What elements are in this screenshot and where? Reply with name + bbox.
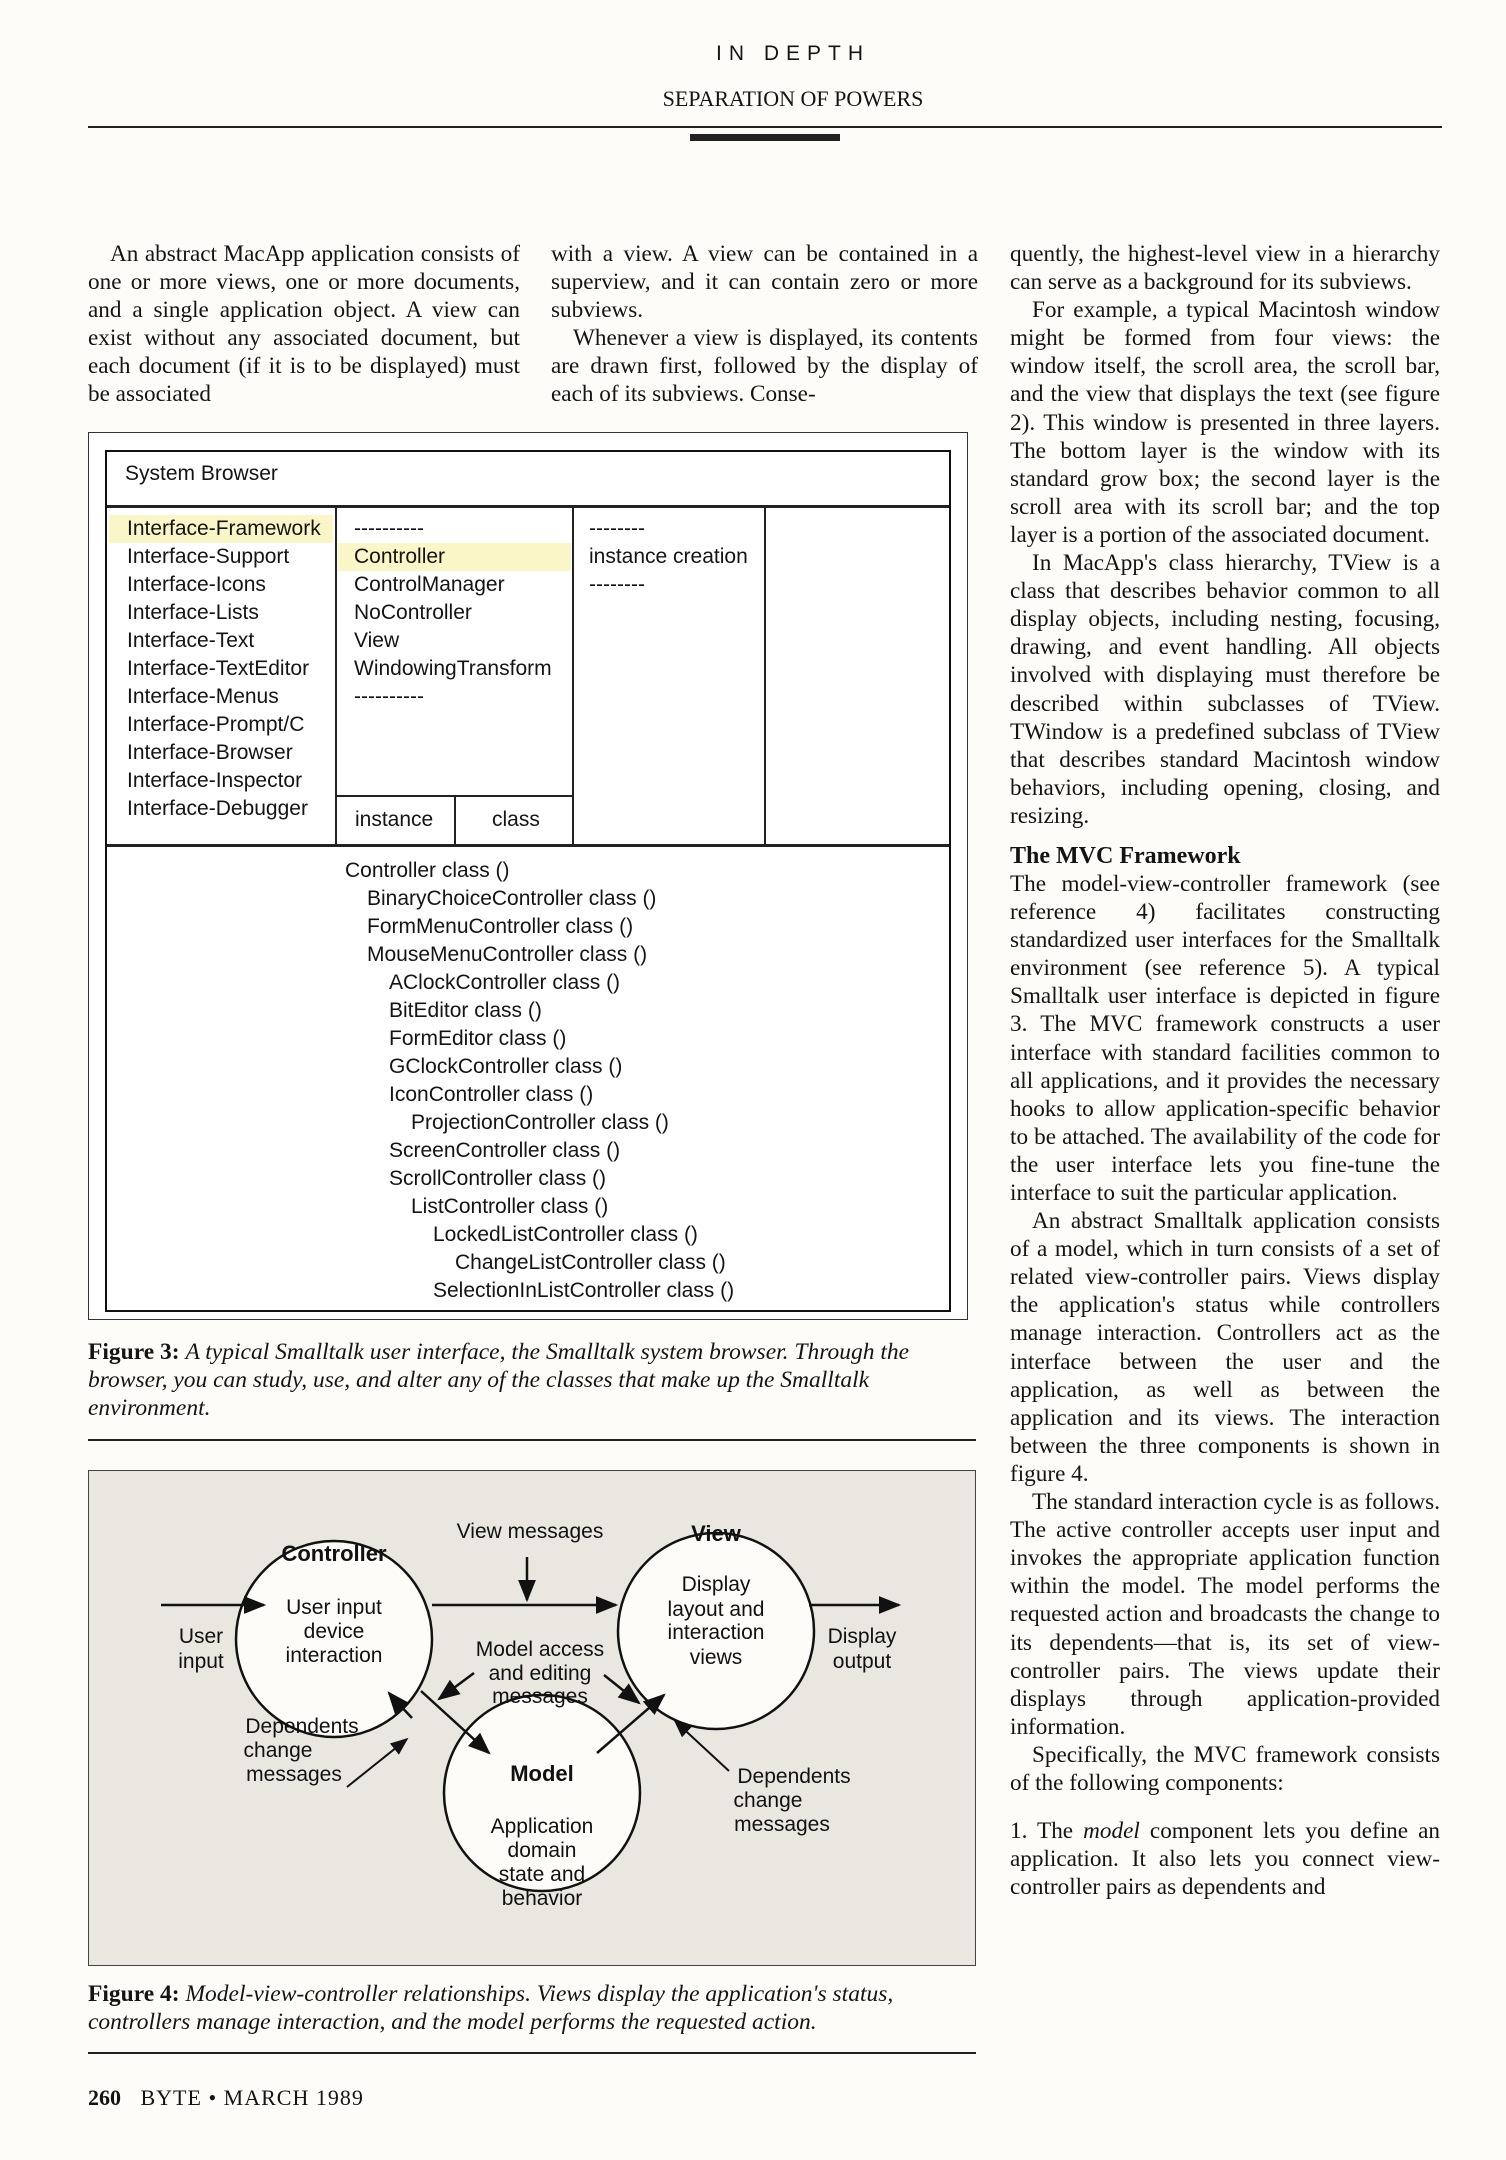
class-item[interactable]: ---------- [354, 685, 424, 708]
hierarchy-item[interactable]: ListController class () [411, 1195, 609, 1218]
protocol-item[interactable]: -------- [589, 517, 645, 540]
hierarchy-item[interactable]: IconController class () [389, 1083, 594, 1106]
paragraph: quently, the highest-level view in a hierarchy can serve as a background for its subviews. [1010, 241, 1440, 296]
toggle-divider [454, 795, 456, 845]
hierarchy-item[interactable]: FormEditor class () [389, 1027, 567, 1050]
controller-line: device [303, 1620, 365, 1643]
hierarchy-item[interactable]: GClockController class () [389, 1055, 623, 1078]
hierarchy-item[interactable]: MouseMenuController class () [367, 943, 648, 966]
model-line: Application [490, 1815, 594, 1838]
paragraph: The model-view-controller framework (see reference 4) facilitates constructing standardized user interfaces for the Smalltalk environment (see reference 5). A typical Smalltalk user interface is depicted in figure 3. The MVC framework constructs a user interface with standard facilities common to all applications, and it provides the necessary hooks to allow application-specific behavior to be attached. The availability of the code for the user interface lets you fine-tune the interface to suit the particular application. [1010, 870, 1440, 1206]
protocol-item[interactable]: instance creation [589, 545, 748, 568]
display-output-label: Display [827, 1625, 897, 1648]
category-item[interactable]: Interface-Prompt/C [127, 713, 305, 736]
mvc-diagram-svg [89, 1471, 974, 1964]
hierarchy-item[interactable]: LockedListController class () [433, 1223, 698, 1246]
view-line: views [689, 1646, 743, 1669]
user-input-label: input [178, 1650, 224, 1673]
hierarchy-item[interactable]: BinaryChoiceController class () [367, 887, 657, 910]
class-hierarchy[interactable] [345, 857, 734, 1305]
dependents-right-label: Dependents [737, 1765, 851, 1788]
browser-window [105, 450, 951, 1312]
mvc-diagram [88, 1470, 976, 1966]
paragraph: Whenever a view is displayed, its contents are drawn first, followed by the display of each of its subviews. Conse- [551, 325, 978, 408]
header-bar [690, 134, 840, 141]
model-title: Model [510, 1761, 574, 1786]
controller-line: User input [286, 1596, 382, 1619]
class-list[interactable] [354, 515, 552, 711]
system-browser-figure [88, 432, 968, 1320]
paragraph: An abstract Smalltalk application consists of a model, which in turn consists of a set of related view-controller pairs. Views display the application's status while controllers manage interaction. Controllers act as the interface between the user and the application, as well as between the application and its views. The interaction between the three components is shown in figure 4. [1010, 1208, 1440, 1487]
column-3-text [1010, 240, 1440, 1901]
title-divider [107, 505, 949, 508]
class-item[interactable]: Controller [354, 545, 446, 568]
page-footer: 260 BYTE • MARCH 1989 [88, 2085, 364, 2110]
class-item[interactable]: NoController [354, 601, 472, 624]
paragraph: with a view. A view can be contained in a superview, and it can contain zero or more subviews. [551, 241, 978, 324]
paragraph: In MacApp's class hierarchy, TView is a class that describes behavior common to all display objects, including nesting, focusing, drawing, and event handling. All objects involved with displaying must therefore be described within subclasses of TView. TWindow is a predefined subclass of TView that describes standard Macintosh window behaviors, including opening, closing, and resizing. [1010, 550, 1440, 829]
dependents-right-label: messages [734, 1813, 830, 1836]
caption-rule [88, 1439, 976, 1441]
class-item[interactable]: WindowingTransform [354, 657, 552, 680]
controller-line: interaction [285, 1644, 383, 1667]
pane-divider [764, 507, 766, 845]
hierarchy-item[interactable]: ScrollController class () [389, 1167, 607, 1190]
section-label: IN DEPTH [715, 42, 870, 65]
dependents-right-label: change [733, 1789, 803, 1812]
category-item[interactable]: Interface-Text [127, 629, 255, 652]
controller-title: Controller [281, 1541, 387, 1566]
category-item[interactable]: Interface-Debugger [127, 797, 308, 820]
hierarchy-item[interactable]: ProjectionController class () [411, 1111, 669, 1134]
class-item[interactable]: View [354, 629, 400, 652]
category-item[interactable]: Interface-Icons [127, 573, 266, 596]
hierarchy-item[interactable]: AClockController class () [389, 971, 621, 994]
view-title: View [691, 1521, 741, 1546]
paragraph: Specifically, the MVC framework consists of the following components: [1010, 1741, 1440, 1796]
dependents-left-arrow [347, 1739, 407, 1787]
paragraph: The standard interaction cycle is as follows. The active controller accepts user input and invokes the appropriate application function within the model. The model performs the requested action and broadcasts the change to its dependents—that is, its set of view-controller pairs. The views update their displays through application-provided information. [1010, 1489, 1440, 1740]
model-line: domain [507, 1839, 577, 1862]
figure-4-caption: Figure 4: Model-view-controller relationships. Views display the application's status, controllers manage interaction, and the model performs the requested action. [88, 1981, 894, 2035]
hierarchy-item[interactable]: Controller class () [345, 859, 510, 882]
user-input-label: User [178, 1625, 224, 1648]
list-item-1: 1. The model component lets you define an application. It also lets you connect view-controller pairs as dependents and [1010, 1818, 1441, 1901]
section-heading: The MVC Framework [1010, 842, 1241, 869]
hierarchy-item[interactable]: SelectionInListController class () [433, 1279, 735, 1302]
category-item[interactable]: Interface-TextEditor [127, 657, 310, 680]
paragraph: An abstract MacApp application consists of one or more views, one or more documents, and a single application object. A view can exist without any associated document, but each document (if it is to be displayed) must be associated [88, 241, 520, 408]
class-item[interactable]: ---------- [354, 517, 424, 540]
hierarchy-item[interactable]: FormMenuController class () [367, 915, 634, 938]
header-rule [88, 126, 1442, 128]
instance-toggle[interactable]: instance [355, 808, 434, 831]
caption-rule [88, 2052, 976, 2054]
category-item[interactable]: Interface-Support [127, 545, 290, 568]
class-item[interactable]: ControlManager [354, 573, 505, 596]
model-access-arrow-left [439, 1673, 474, 1699]
hierarchy-item[interactable]: BitEditor class () [389, 999, 542, 1022]
category-list[interactable] [127, 515, 321, 823]
protocol-item[interactable]: -------- [589, 573, 645, 596]
browser-title: System Browser [125, 462, 278, 485]
category-item[interactable]: Interface-Framework [127, 517, 321, 540]
view-line: Display [681, 1573, 751, 1596]
view-line: layout and [667, 1598, 765, 1621]
model-access-label: and editing [488, 1662, 592, 1685]
model-line: state and [498, 1863, 586, 1886]
section-title: SEPARATION OF POWERS [662, 86, 924, 111]
column-2-text [551, 240, 978, 409]
protocol-list[interactable] [589, 515, 748, 599]
class-toggle[interactable]: class [492, 808, 540, 831]
model-access-label: messages [492, 1685, 588, 1708]
column-1-text [88, 240, 520, 409]
view-line: interaction [667, 1621, 765, 1644]
hierarchy-item[interactable]: ChangeListController class () [455, 1251, 726, 1274]
dependents-left-label: change [243, 1739, 313, 1762]
dependents-left-label: messages [246, 1763, 342, 1786]
paragraph: For example, a typical Macintosh window might be formed from four views: the window itself, the scroll area, the scroll bar, and the view that displays the text (see figure 2). This window is presented in three layers. The bottom layer is the window with its standard grow box; the second layer is the scroll area with its scroll bar; and the top layer is a portion of the associated document. [1010, 297, 1440, 548]
view-messages-label: View messages [456, 1520, 604, 1543]
display-output-label: output [832, 1650, 892, 1673]
dependents-left-label: Dependents [245, 1715, 359, 1738]
category-item[interactable]: Interface-Lists [127, 601, 259, 624]
category-item[interactable]: Interface-Inspector [127, 769, 303, 792]
model-access-label: Model access [475, 1638, 605, 1661]
hierarchy-item[interactable]: ScreenController class () [389, 1139, 621, 1162]
figure-3-caption: Figure 3: A typical Smalltalk user interface, the Smalltalk system browser. Through the browser, you can study, use, and alter any of the classes that make up the Smalltalk environment. [88, 1339, 910, 1421]
category-item[interactable]: Interface-Menus [127, 685, 279, 708]
code-pane-divider [107, 844, 949, 847]
category-item[interactable]: Interface-Browser [127, 741, 293, 764]
model-line: behavior [501, 1887, 583, 1910]
